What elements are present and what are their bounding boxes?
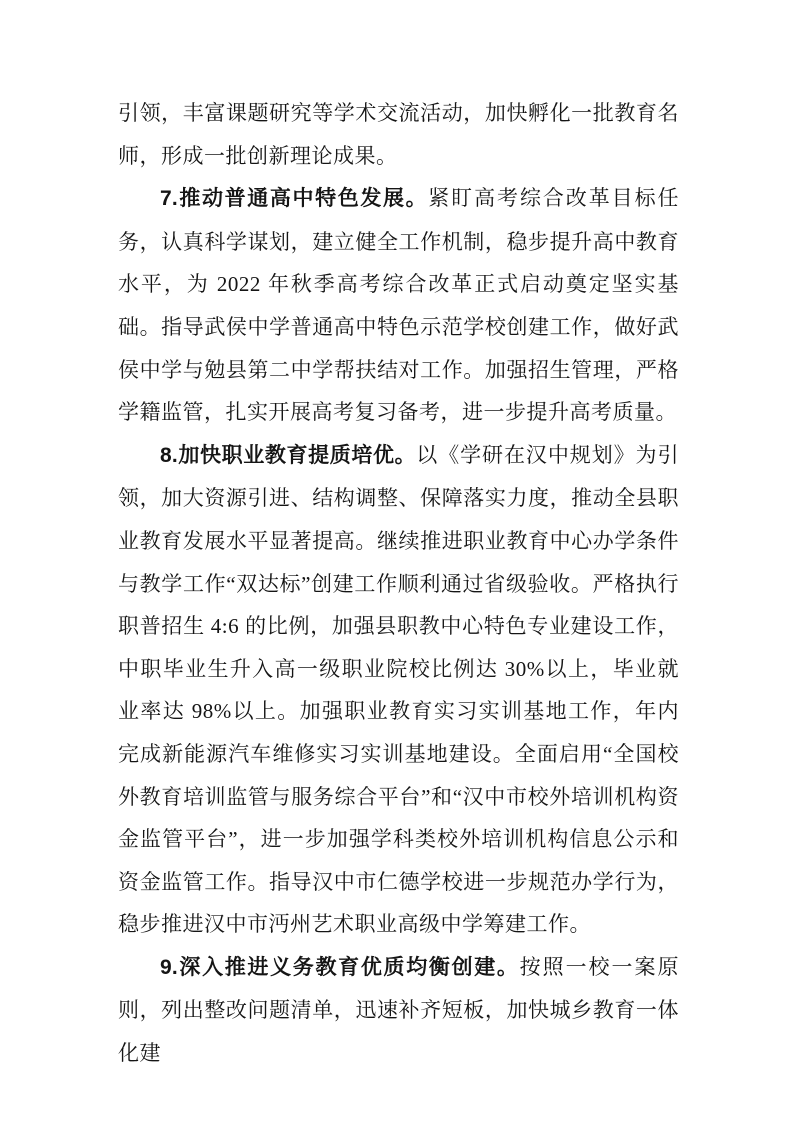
- paragraph-heading: 8.加快职业教育提质培优。: [160, 443, 417, 467]
- document-text-content: [118, 92, 679, 1075]
- paragraph: [118, 92, 679, 177]
- paragraph-text: 紧盯高考综合改革目标任务，认真科学谋划，建立健全工作机制，稳步提升高中教育水平，为 2022 年秋季高考综合改革正式启动奠定坚实基础。指导武侯中学普通高中特色示范学校创建工作，做好武侯中学与勉县第二中学帮扶结对工作。加强招生管理，严格学籍监管，扎实开展高考复习备考，进一步提升高考质量。: [118, 186, 679, 425]
- paragraph: [118, 434, 679, 946]
- paragraph-heading: 9.深入推进义务教育优质均衡创建。: [160, 955, 520, 979]
- paragraph-text: 引领，丰富课题研究等学术交流活动，加快孵化一批教育名师，形成一批创新理论成果。: [118, 101, 679, 168]
- paragraph-text: 按照一校一案原则，列出整改问题清单，迅速补齐短板，加快城乡教育一体化建: [118, 954, 679, 1066]
- paragraph: [118, 946, 679, 1075]
- paragraph-text: 以《学研在汉中规划》为引领，加大资源引进、结构调整、保障落实力度，推动全县职业教育发展水平显著提高。继续推进职业教育中心办学条件与教学工作“双达标”创建工作顺利通过省级验收。严格执行职普招生 4:6 的比例，加强县职教中心特色专业建设工作，中职毕业生升入高一级职业院校比例达 30%以上，毕业就业率达 98%以上。加强职业教育实习实训基地工作，年内完成新能源汽车维修实习实训基地建设。全面启用“全国校外教育培训监管与服务综合平台”和“汉中市校外培训机构资金监管平台”，进一步加强学科类校外培训机构信息公示和资金监管工作。指导汉中市仁德学校进一步规范办学行为，稳步推进汉中市沔州艺术职业高级中学筹建工作。: [118, 442, 679, 937]
- paragraph-heading: 7.推动普通高中特色发展。: [160, 187, 429, 211]
- paragraph: [118, 177, 679, 434]
